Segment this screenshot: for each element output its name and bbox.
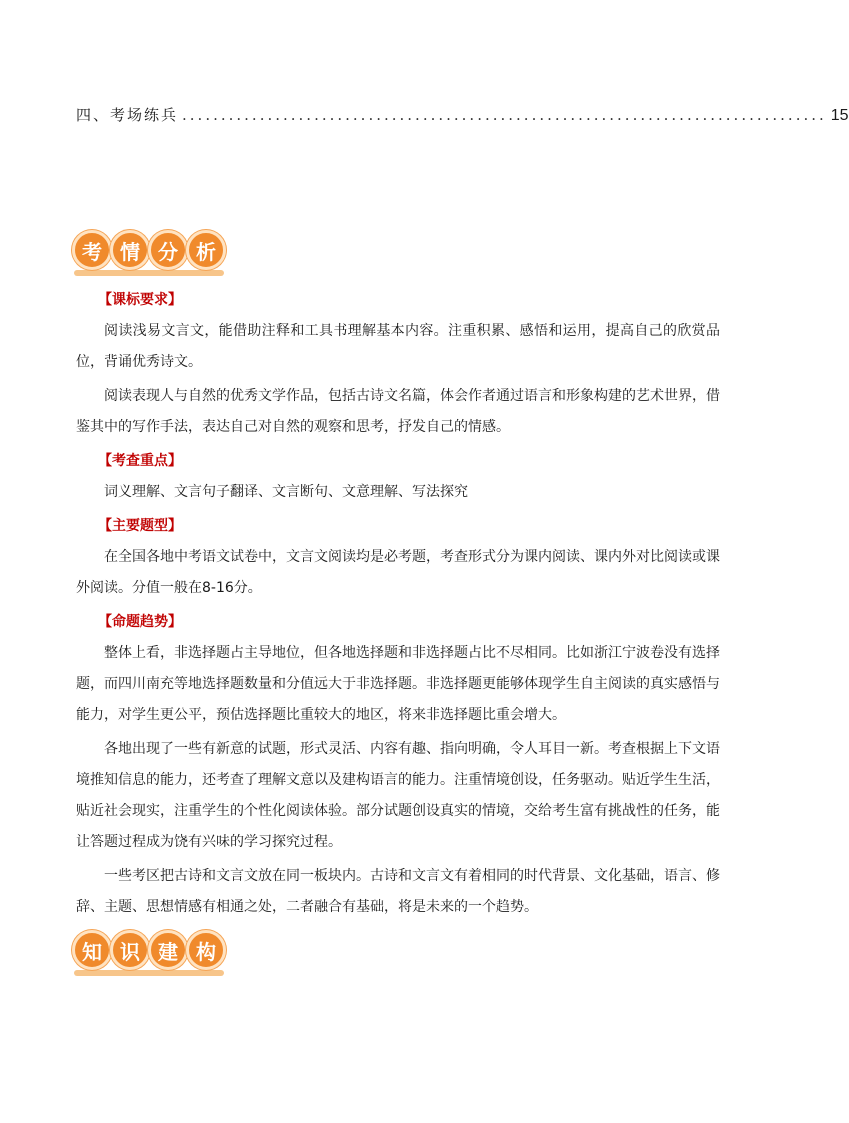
section-question-types [76,511,720,604]
paragraph: 在全国各地中考语文试卷中，文言文阅读均是必考题，考查形式分为课内阅读、课内外对比阅读或课外阅读。分值一般在8-16分。 [76,549,720,596]
section-heading: 【课标要求】 [98,292,182,308]
badge-char: 知 [72,930,112,970]
analysis-content [76,285,720,926]
badge-char: 考 [72,230,112,270]
badge-char: 分 [148,230,188,270]
badge-char: 建 [148,930,188,970]
toc-entry-label: 四、考场练兵 [76,106,179,124]
paragraph: 整体上看，非选择题占主导地位，但各地选择题和非选择题占比不尽相同。比如浙江宁波卷没有选择题，而四川南充等地选择题数量和分值远大于非选择题。非选择题更能够体现学生自主阅读的真实感悟与能力，对学生更公平，预估选择题比重较大的地区，将来非选择题比重会增大。 [76,645,720,723]
badge-char: 情 [110,230,150,270]
paragraph: 阅读表现人与自然的优秀文学作品，包括古诗文名篇，体会作者通过语言和形象构建的艺术世界，借鉴其中的写作手法，表达自己对自然的观察和思考，抒发自己的情感。 [76,388,720,435]
toc-leader-dots: ................................................................................... [182,106,827,124]
badge-underline [74,270,224,276]
section-heading: 【考查重点】 [98,453,182,469]
toc-entry[interactable] [76,104,849,125]
paragraph: 一些考区把古诗和文言文放在同一板块内。古诗和文言文有着相同的时代背景、文化基础，语言、修辞、主题、思想情感有相通之处，二者融合有基础，将是未来的一个趋势。 [76,868,720,915]
badge-char: 构 [186,930,226,970]
badge-char: 析 [186,230,226,270]
section-focus [76,446,720,508]
toc-page-number: 15 [830,107,849,124]
section-trends [76,607,720,923]
badge-underline [74,970,224,976]
section-heading: 【主要题型】 [98,518,182,534]
paragraph: 各地出现了一些有新意的试题，形式灵活、内容有趣、指向明确，令人耳目一新。考查根据上下文语境推知信息的能力，还考查了理解文意以及建构语言的能力。注重情境创设，任务驱动。贴近学生生活，贴近社会现实，注重学生的个性化阅读体验。部分试题创设真实的情境，交给考生富有挑战性的任务，能让答题过程成为饶有兴味的学习探究过程。 [76,741,720,850]
section-badge-knowledge [72,920,224,980]
badge-char: 识 [110,930,150,970]
section-heading: 【命题趋势】 [98,614,182,630]
paragraph: 阅读浅易文言文，能借助注释和工具书理解基本内容。注重积累、感悟和运用，提高自己的欣赏品位，背诵优秀诗文。 [76,323,720,370]
section-badge-analysis [72,220,224,280]
paragraph: 词义理解、文言句子翻译、文言断句、文意理解、写法探究 [104,484,468,500]
section-curriculum [76,285,720,443]
